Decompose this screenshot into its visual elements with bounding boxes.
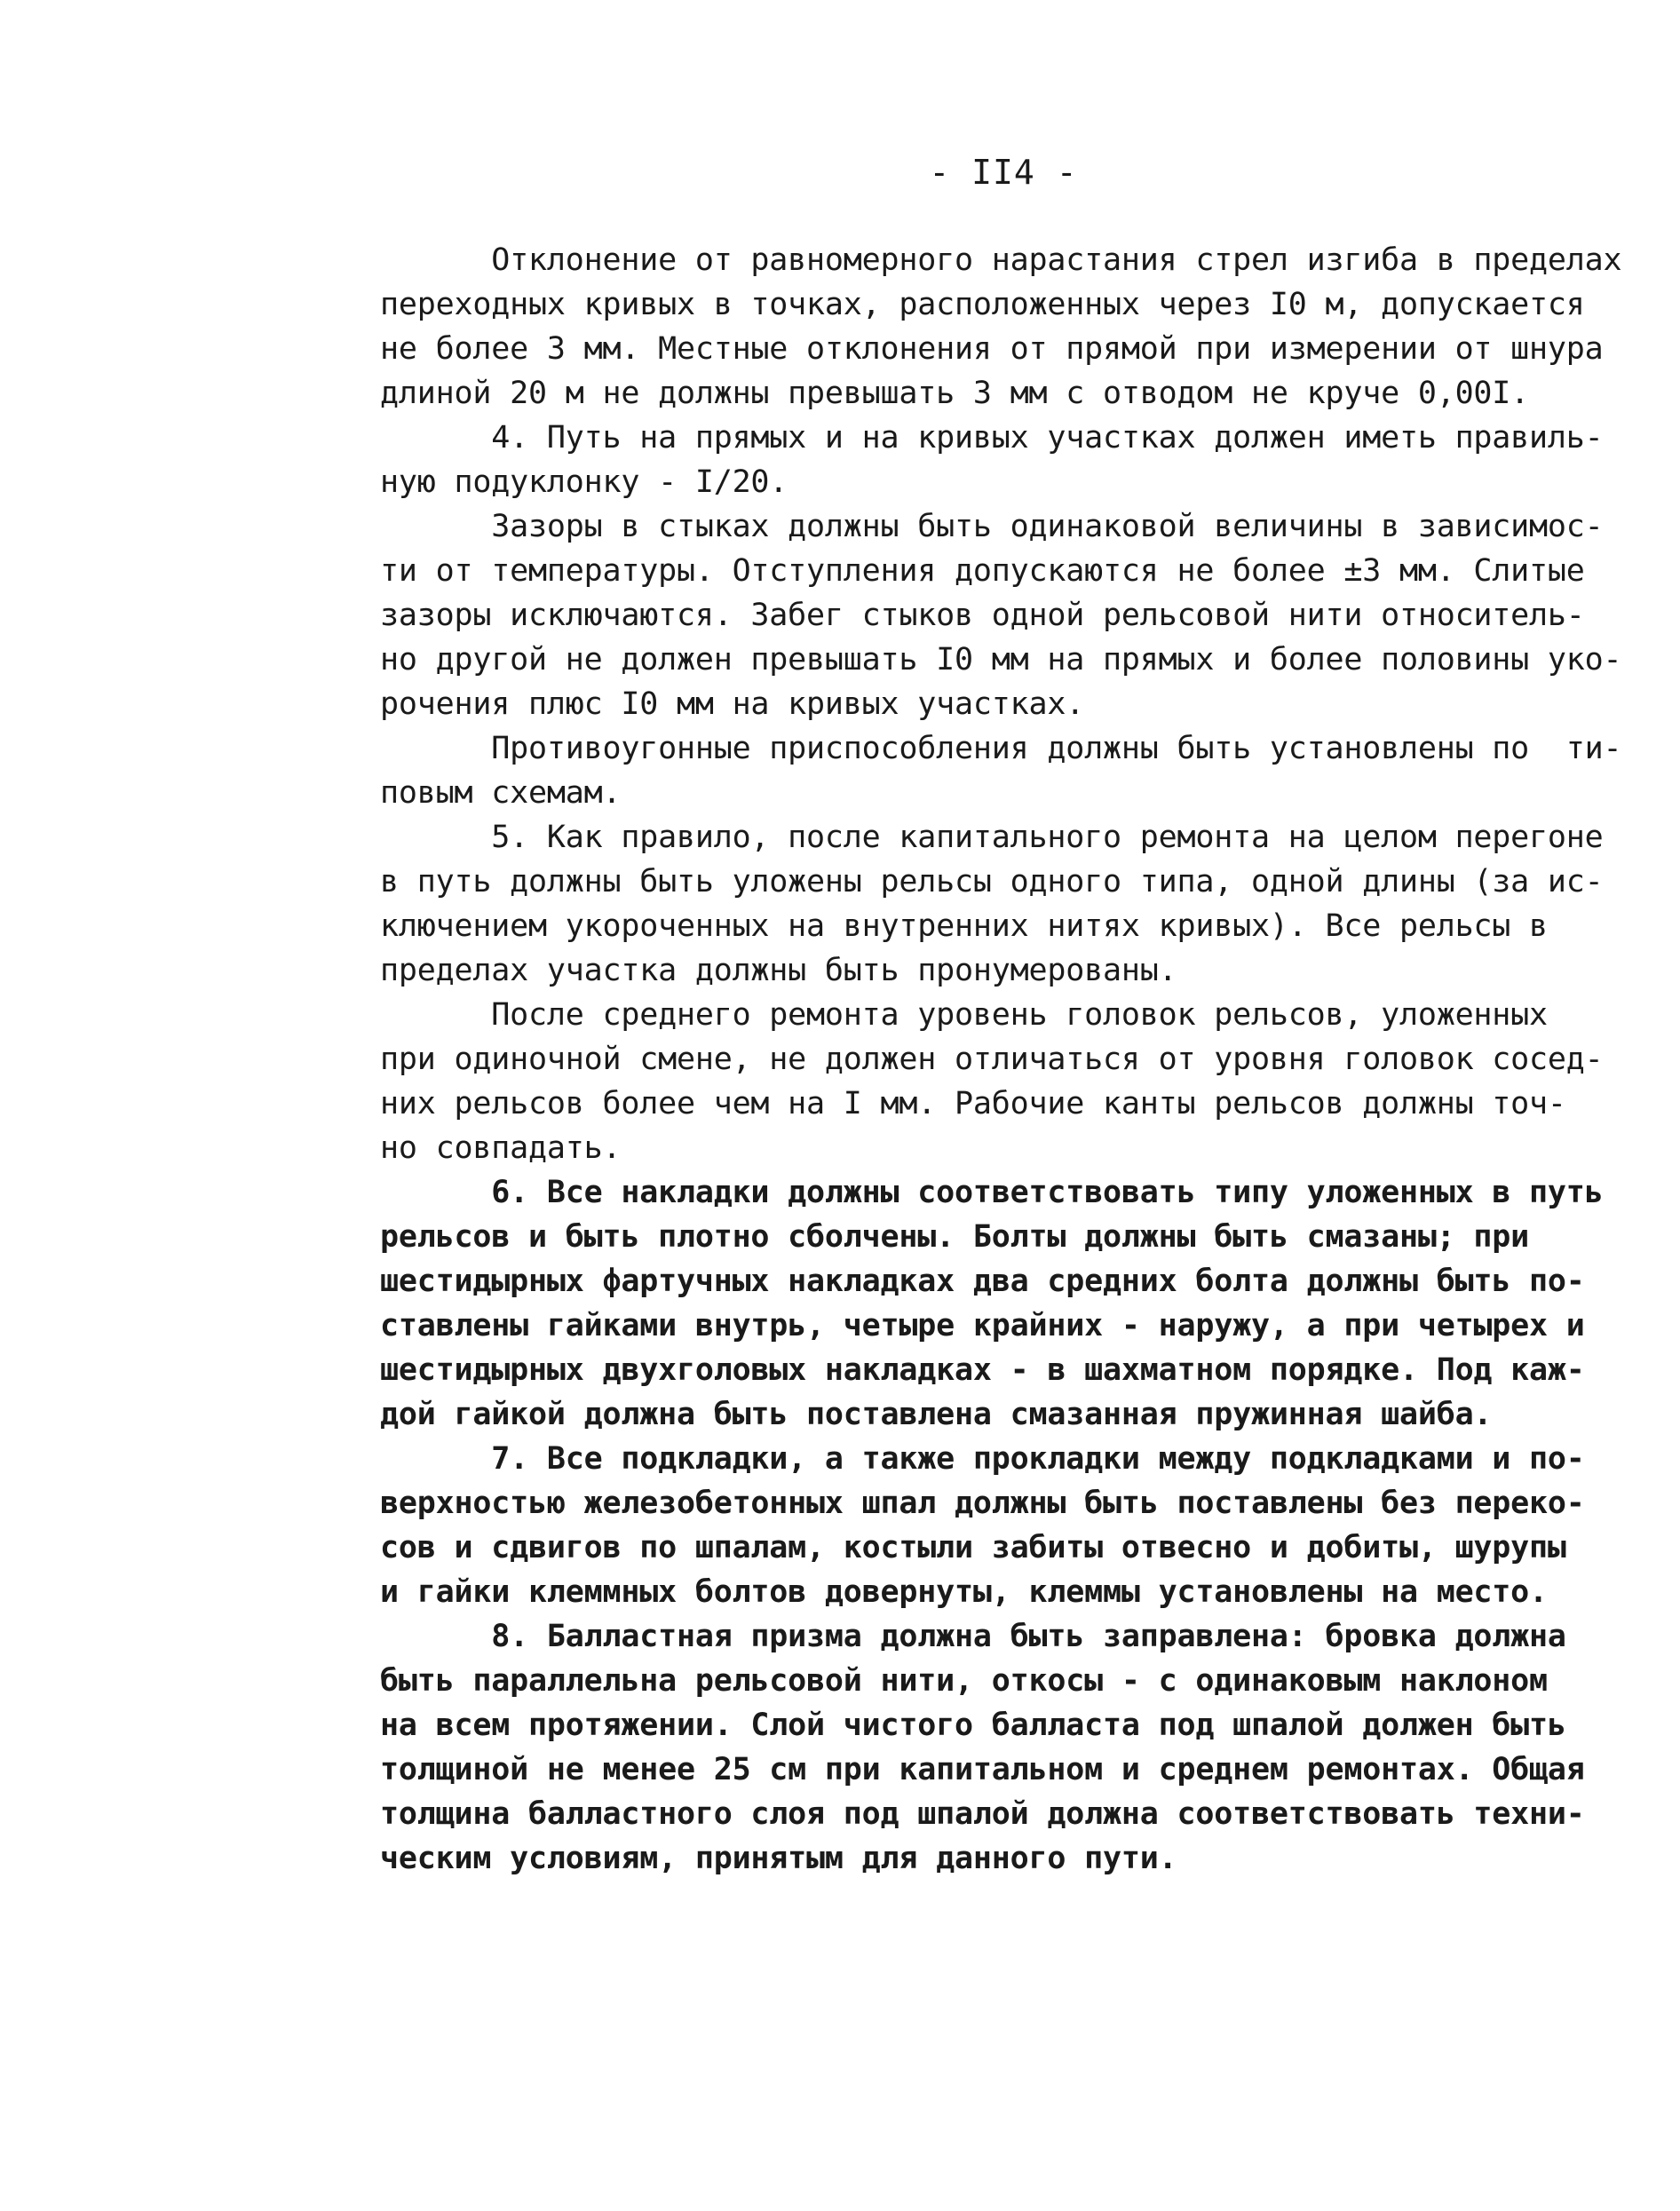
text-line: Зазоры в стыках должны быть одинаковой величины в зависимос- <box>380 509 1604 544</box>
text-line: на всем протяжении. Слой чистого балласта под шпалой должен быть <box>380 1708 1566 1743</box>
text-line: После среднего ремонта уровень головок рельсов, уложенных <box>380 997 1548 1033</box>
text-line: 5. Как правило, после капитального ремонта на целом перегоне <box>380 820 1604 855</box>
page-number: - II4 - <box>929 153 1078 192</box>
text-line: верхностью железобетонных шпал должны быть поставлены без переко- <box>380 1486 1585 1521</box>
text-line: шестидырных двухголовых накладках - в шахматном порядке. Под каж- <box>380 1352 1585 1388</box>
text-line: ческим условиям, принятым для данного пути. <box>380 1841 1177 1876</box>
text-line: Противоугонные приспособления должны быть установлены по ти- <box>380 731 1622 766</box>
text-line: ную подуклонку - I/20. <box>380 464 788 500</box>
text-line: ключением укороченных на внутренних нитях кривых). Все рельсы в <box>380 908 1548 944</box>
text-line: толщина балластного слоя под шпалой должна соответствовать техни- <box>380 1796 1585 1832</box>
text-line: 7. Все подкладки, а также прокладки между подкладками и по- <box>380 1441 1585 1477</box>
text-line: дой гайкой должна быть поставлена смазанная пружинная шайба. <box>380 1397 1493 1432</box>
text-line: не более 3 мм. Местные отклонения от прямой при измерении от шнура <box>380 331 1604 367</box>
text-line: рочения плюс I0 мм на кривых участках. <box>380 686 1085 722</box>
text-line: толщиной не менее 25 см при капитальном и среднем ремонтах. Общая <box>380 1752 1585 1787</box>
text-line: повым схемам. <box>380 775 622 811</box>
text-line: но совпадать. <box>380 1130 622 1166</box>
text-line: ставлены гайками внутрь, четыре крайних - наружу, а при четырех и <box>380 1308 1585 1343</box>
text-line: ти от температуры. Отступления допускаются не более ±3 мм. Слитые <box>380 553 1585 589</box>
text-line: них рельсов более чем на I мм. Рабочие канты рельсов должны точ- <box>380 1086 1566 1121</box>
text-line: зазоры исключаются. Забег стыков одной рельсовой нити относитель- <box>380 598 1585 633</box>
text-line: 8. Балластная призма должна быть заправлена: бровка должна <box>380 1619 1566 1654</box>
document-body <box>380 238 1622 1881</box>
text-line: рельсов и быть плотно сболчены. Болты должны быть смазаны; при <box>380 1219 1530 1255</box>
text-line: сов и сдвигов по шпалам, костыли забиты отвесно и добиты, шурупы <box>380 1530 1566 1565</box>
text-line: Отклонение от равномерного нарастания стрел изгиба в пределах <box>380 242 1622 278</box>
text-line: но другой не должен превышать I0 мм на прямых и более половины укo- <box>380 642 1622 678</box>
text-line: шестидырных фартучных накладках два средних болта должны быть по- <box>380 1264 1585 1299</box>
text-line: переходных кривых в точках, расположенных через I0 м, допускается <box>380 287 1585 322</box>
text-line: в путь должны быть уложены рельсы одного типа, одной длины (за ис- <box>380 864 1604 899</box>
text-line: 4. Путь на прямых и на кривых участках должен иметь правиль- <box>380 420 1604 456</box>
text-line: и гайки клеммных болтов довернуты, клеммы установлены на место. <box>380 1574 1548 1610</box>
text-line: 6. Все накладки должны соответствовать типу уложенных в путь <box>380 1175 1604 1210</box>
text-line: пределах участка должны быть пронумерованы. <box>380 953 1177 988</box>
text-line: быть параллельна рельсовой нити, откосы - с одинаковым наклоном <box>380 1663 1548 1699</box>
text-line: при одиночной смене, не должен отличаться от уровня головок сосед- <box>380 1042 1604 1077</box>
text-line: длиной 20 м не должны превышать 3 мм с отводом не круче 0,00I. <box>380 376 1530 411</box>
